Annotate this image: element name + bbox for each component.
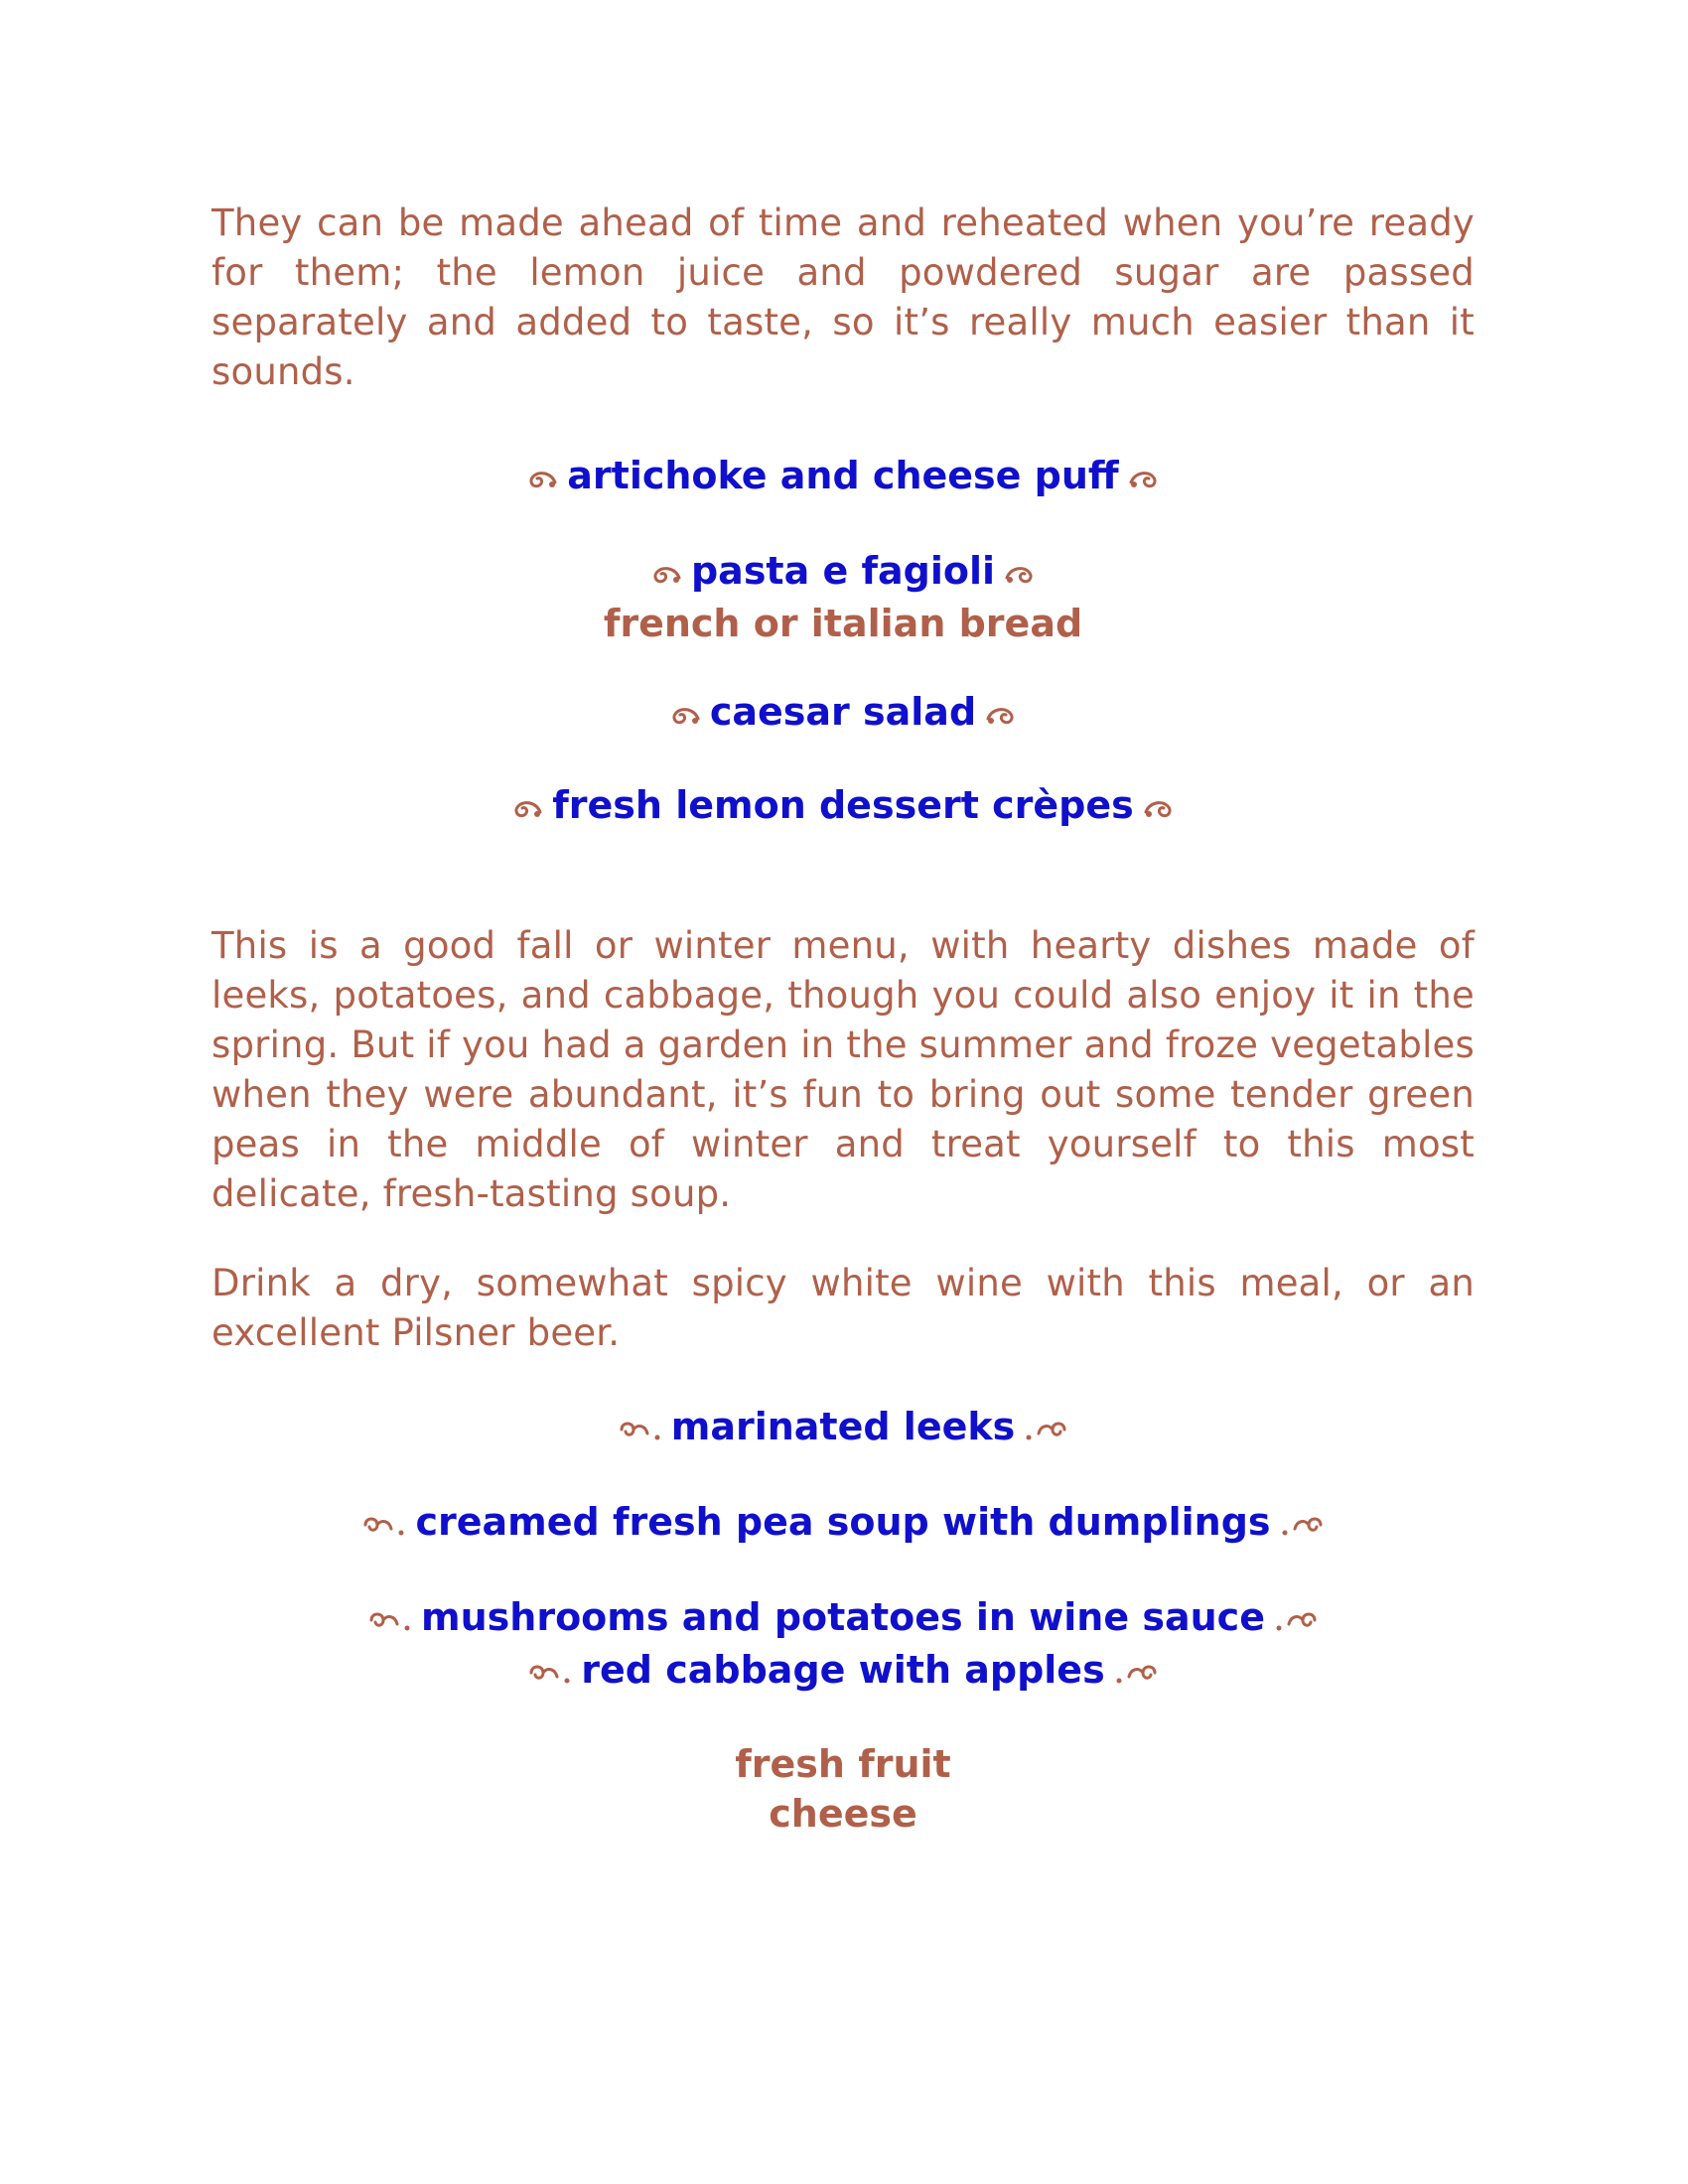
intro-paragraph: They can be made ahead of time and reheated when you’re ready for them; the lemon juice and powdered sugar are passed separately and added to taste, so it’s really much easier than it sounds. (211, 202, 1475, 393)
vine-ornament-left-icon (361, 1511, 407, 1539)
menu-2-drink-paragraph: Drink a dry, somewhat spicy white wine with this meal, or an excellent Pilsner beer. (211, 1262, 1475, 1354)
menu-1-item-1: artichoke and cheese puff (211, 449, 1475, 502)
menu-2-finish-1: fresh fruit (735, 1742, 951, 1786)
menu-2 (211, 1400, 1475, 1839)
menu-1-item-2: pasta e fagioli (211, 544, 1475, 598)
vine-ornament-left-icon (367, 1606, 413, 1634)
swirl-ornament-left-icon (649, 560, 683, 588)
swirl-ornament-left-icon (510, 794, 544, 822)
menu-1-item-2-side: french or italian bread (603, 602, 1083, 645)
vine-ornament-left-icon (618, 1416, 663, 1443)
swirl-ornament-right-icon (984, 701, 1018, 729)
menu-2-item-4: red cabbage with apples (211, 1644, 1475, 1696)
menu-2-item-1: marinated leeks (211, 1400, 1475, 1453)
menu-2-item-2: creamed fresh pea soup with dumplings (211, 1495, 1475, 1549)
vine-ornament-right-icon (1279, 1511, 1325, 1539)
menu-2-intro-paragraph: This is a good fall or winter menu, with hearty dishes made of leeks, potatoes, and cabbage, though you could also enjoy it in the spring. But if you had a garden in the summer and froze vegetables when they were abundant, it’s fun to bring out some tender green peas in the middle of winter and treat yourself to this most delicate, fresh-tasting soup. (211, 924, 1475, 1215)
swirl-ornament-right-icon (1003, 560, 1037, 588)
swirl-ornament-right-icon (1127, 465, 1161, 492)
vine-ornament-right-icon (1023, 1416, 1068, 1443)
swirl-ornament-right-icon (1142, 794, 1176, 822)
swirl-ornament-left-icon (525, 465, 559, 492)
vine-ornament-right-icon (1113, 1659, 1159, 1687)
vine-ornament-right-icon (1273, 1606, 1319, 1634)
menu-1 (211, 449, 1475, 832)
menu-1-item-3: caesar salad (211, 685, 1475, 739)
menu-2-finish-2: cheese (769, 1792, 917, 1836)
document-page (211, 199, 1475, 1839)
vine-ornament-left-icon (527, 1659, 573, 1687)
menu-1-item-4: fresh lemon dessert crèpes (211, 778, 1475, 832)
menu-2-item-3: mushrooms and potatoes in wine sauce (211, 1590, 1475, 1644)
swirl-ornament-left-icon (668, 701, 702, 729)
